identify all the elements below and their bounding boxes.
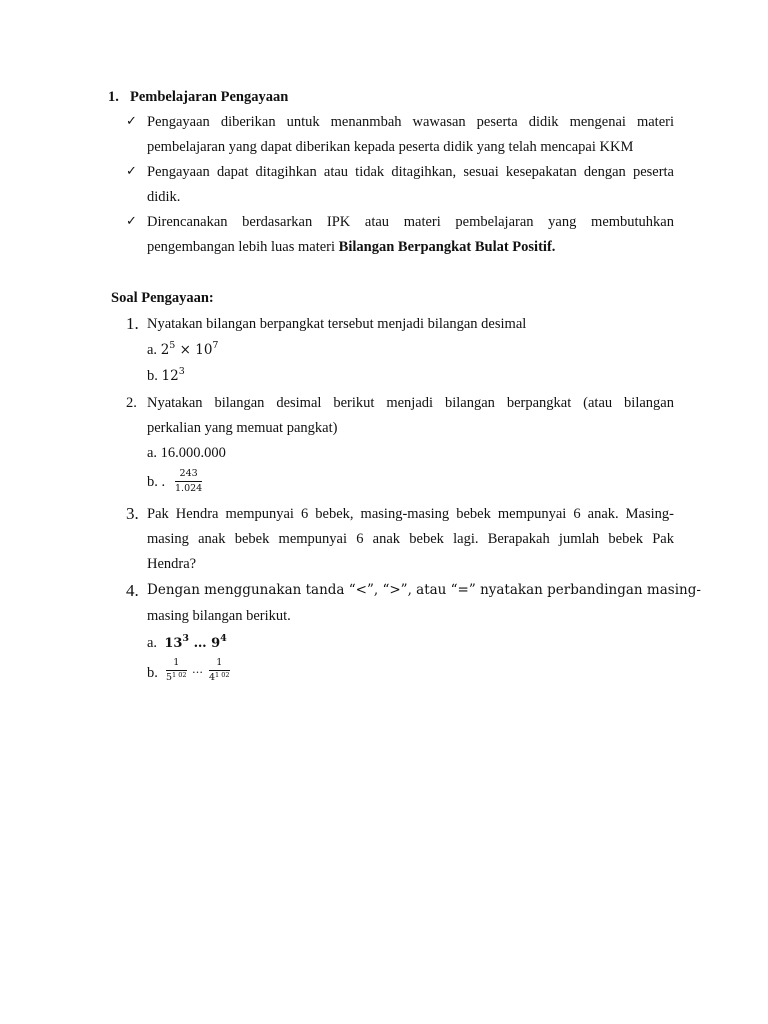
question-1a-label: a.	[147, 342, 158, 358]
question-4a-expression: $13^3$ … $9^4$	[164, 633, 227, 651]
question-2b-fraction	[175, 469, 202, 493]
question-2-line-2: perkalian yang memuat pangkat)	[147, 420, 338, 436]
question-1b	[147, 366, 185, 384]
question-1-text: Nyatakan bilangan berpangkat tersebut menjadi bilangan desimal	[147, 316, 527, 332]
question-2-line-1: Nyatakan bilangan desimal berikut menjadi bilangan berpangkat (atau bilangan	[147, 395, 674, 411]
fraction-numerator: 243	[175, 469, 202, 482]
soal-title: Soal Pengayaan:	[111, 290, 214, 306]
question-4-line-1: Dengan menggunakan tanda “<”, “>”, atau “=” nyatakan perbandingan masing-	[147, 582, 701, 598]
question-4b-label: b.	[147, 665, 158, 681]
question-4b-dots: …	[192, 663, 203, 676]
bullet-2-line-2: didik.	[147, 189, 181, 205]
bullet-3-line-2	[147, 240, 555, 255]
question-1-number: 1.	[126, 314, 139, 333]
checkmark-icon: ✓	[126, 164, 137, 179]
section-number: 1.	[108, 89, 119, 105]
fraction-numerator: 1	[209, 658, 230, 671]
bullet-2-line-1: Pengayaan dapat ditagihkan atau tidak ditagihkan, sesuai kesepakatan dengan peserta	[147, 164, 674, 180]
checkmark-icon: ✓	[126, 214, 137, 229]
section-title: Pembelajaran Pengayaan	[130, 89, 289, 105]
checkmark-icon: ✓	[126, 114, 137, 129]
fraction-denominator: $4^{1 02}$	[209, 670, 230, 683]
question-1a-expression: $2^5 \times 10^7$	[160, 340, 219, 358]
question-4-line-2: masing bilangan berikut.	[147, 608, 291, 624]
question-3-line-1: Pak Hendra mempunyai 6 bebek, masing-masing bebek mempunyai 6 anak. Masing-	[147, 506, 674, 522]
bullet-1-line-1: Pengayaan diberikan untuk menanmbah wawasan peserta didik mengenai materi	[147, 114, 674, 130]
question-1b-label: b.	[147, 368, 158, 384]
fraction-denominator: $5^{1 02}$	[166, 670, 187, 683]
question-3-line-3: Hendra?	[147, 556, 197, 572]
question-4a-label: a.	[147, 635, 158, 651]
fraction-numerator: 1	[166, 658, 187, 671]
bullet-1-line-2: pembelajaran yang dapat diberikan kepada peserta didik yang telah mencapai KKM	[147, 139, 634, 155]
bullet-3-line-1: Direncanakan berdasarkan IPK atau materi pembelajaran yang membutuhkan	[147, 214, 674, 230]
question-4b-fraction-left	[166, 658, 187, 682]
bullet-3-plain-text: pengembangan lebih luas materi	[147, 239, 339, 255]
question-1b-expression: $12^3$	[161, 366, 185, 384]
question-4b-fraction-right	[209, 658, 230, 682]
question-1a	[147, 340, 219, 358]
question-3-line-2: masing anak bebek mempunyai 6 anak bebek lagi. Berapakah jumlah bebek Pak	[147, 531, 674, 547]
question-2-number: 2.	[126, 395, 137, 411]
question-3-number: 3.	[126, 504, 139, 523]
question-2b-label: b. .	[147, 474, 166, 490]
bullet-3-bold-topic: Bilangan Berpangkat Bulat Positif.	[338, 239, 556, 255]
question-4-number: 4.	[126, 581, 139, 600]
question-4a	[147, 633, 227, 651]
question-2a: a. 16.000.000	[147, 445, 226, 461]
fraction-denominator: 1.024	[175, 482, 203, 494]
